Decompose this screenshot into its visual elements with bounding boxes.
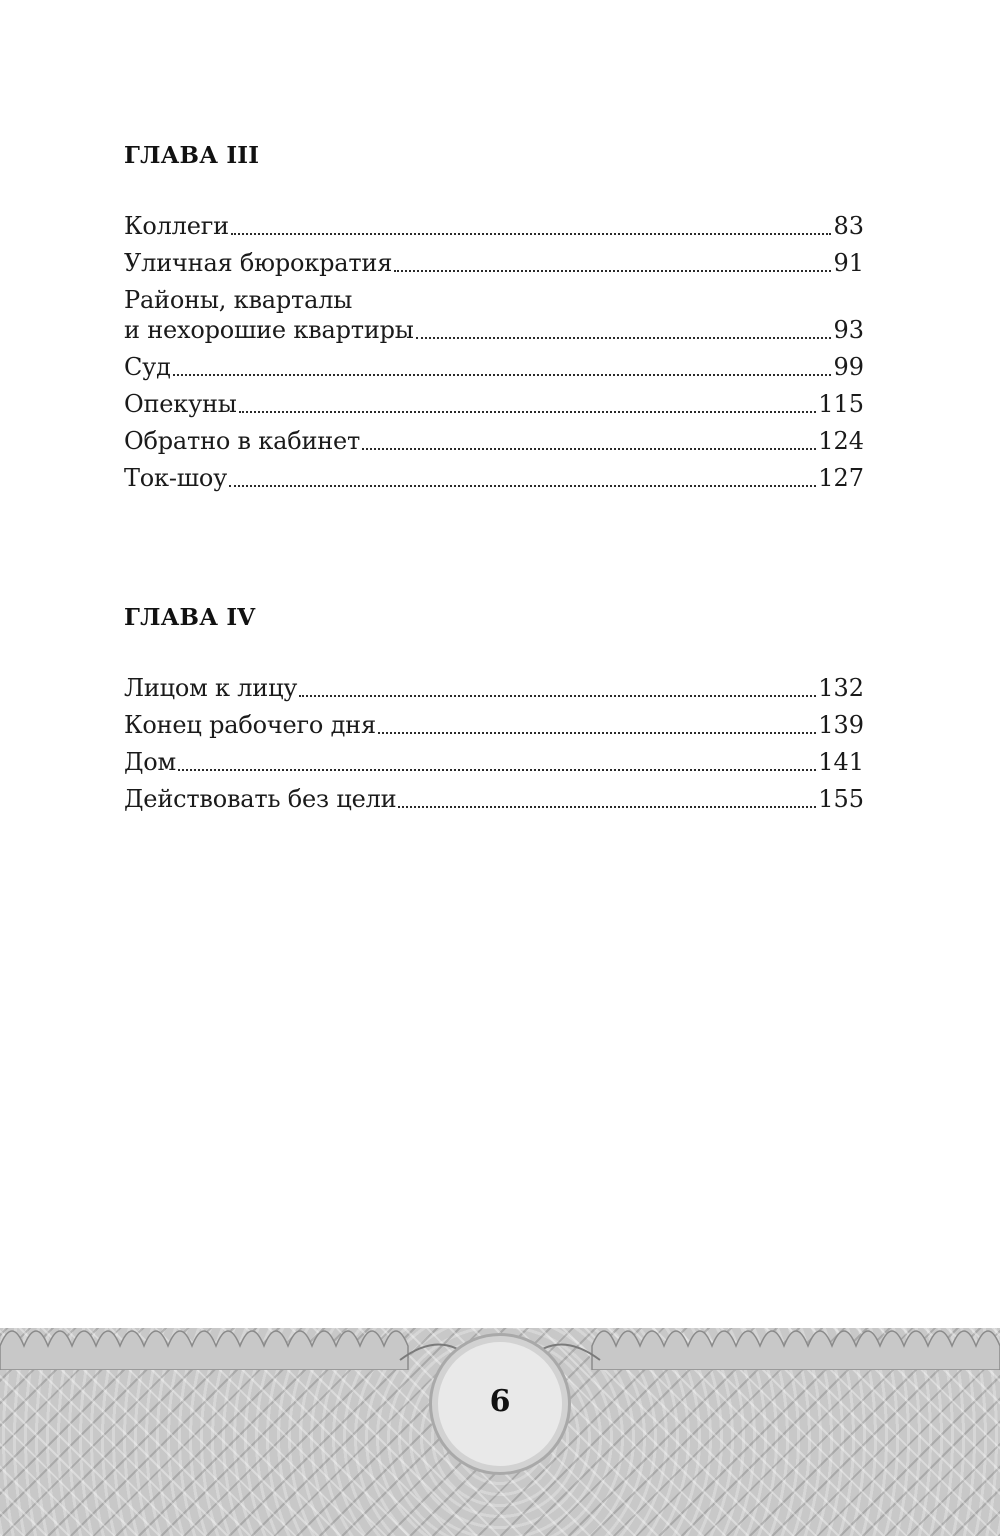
toc-chapter-4 (124, 598, 864, 818)
toc-entry (124, 386, 864, 423)
toc-entry-title: Обратно в кабинет (124, 427, 361, 455)
toc-entry-page: 127 (818, 464, 864, 492)
toc-entry-title: Лицом к лицу (124, 674, 298, 702)
toc-list (124, 208, 864, 497)
toc-entry (124, 781, 864, 818)
toc-list (124, 670, 864, 818)
toc-entry-title: Уличная бюрократия (124, 249, 393, 277)
toc-entry-page: 99 (833, 353, 864, 381)
toc-entry (124, 349, 864, 386)
toc-chapter-3 (124, 136, 864, 497)
toc-entry (124, 245, 864, 282)
dot-leader (239, 411, 816, 413)
toc-entry-title: Конец рабочего дня (124, 711, 376, 739)
toc-entry (124, 282, 864, 349)
toc-entry (124, 670, 864, 707)
dot-leader (416, 337, 832, 339)
dot-leader (398, 806, 816, 808)
dot-leader (299, 695, 816, 697)
toc-entry-page: 132 (818, 674, 864, 702)
toc-entry-title: Дом (124, 748, 177, 776)
toc-entry-page: 155 (818, 785, 864, 813)
toc-entry-page: 91 (833, 249, 864, 277)
toc-entry (124, 423, 864, 460)
toc-entry-page: 139 (818, 711, 864, 739)
toc-entry (124, 744, 864, 781)
page-number: 6 (489, 1384, 511, 1419)
dot-leader (173, 374, 832, 376)
toc-entry-title: Опекуны (124, 390, 237, 418)
dot-leader (378, 732, 816, 734)
toc-entry-title: Суд (124, 353, 171, 381)
chapter-heading: ГЛАВА IV (124, 604, 256, 631)
chapter-heading: ГЛАВА III (124, 142, 260, 169)
dot-leader (394, 270, 831, 272)
dot-leader (362, 448, 816, 450)
toc-entry-page: 141 (818, 748, 864, 776)
toc-entry-page: 124 (818, 427, 864, 455)
toc-entry-title: Коллеги (124, 212, 229, 240)
toc-entry-page: 83 (833, 212, 864, 240)
toc-entry-title: Ток-шоу (124, 464, 228, 492)
toc-entry (124, 707, 864, 744)
toc-entry (124, 208, 864, 245)
dot-leader (229, 485, 816, 487)
toc-entry-title: Районы, кварталы и нехорошие квартиры (124, 286, 414, 344)
dot-leader (231, 233, 832, 235)
toc-entry-page: 115 (818, 390, 864, 418)
dot-leader (178, 769, 816, 771)
toc-entry-page: 93 (833, 316, 864, 344)
toc-entry-title: Действовать без цели (124, 785, 397, 813)
toc-entry (124, 460, 864, 497)
